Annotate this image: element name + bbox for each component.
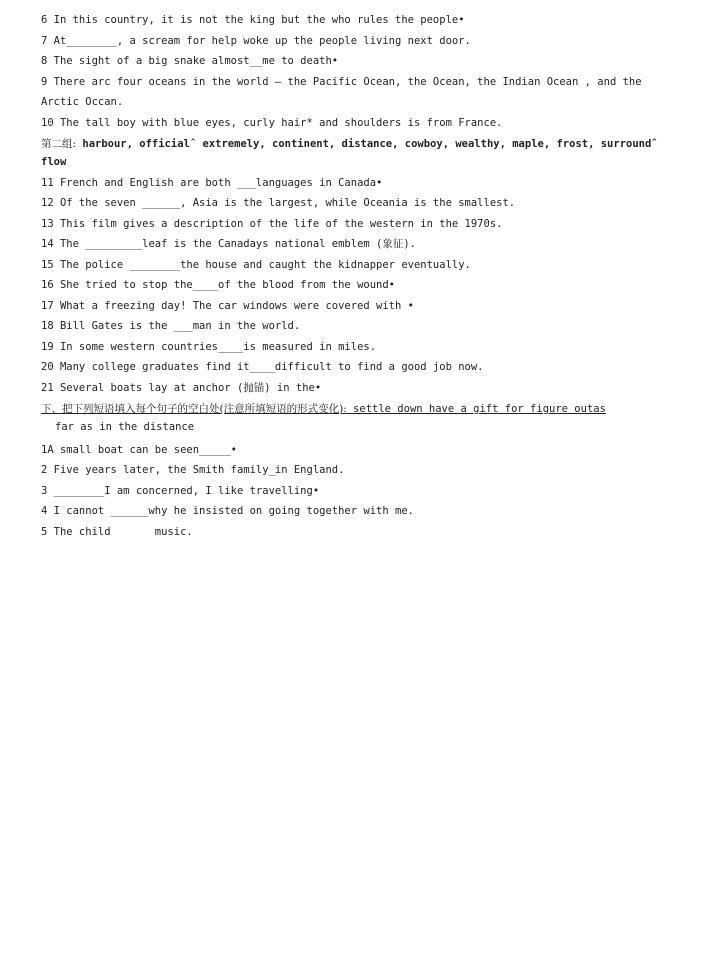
phrase-list-continued: far as in the distance xyxy=(55,421,195,433)
section-phrases-instruction xyxy=(41,402,691,416)
group-2-words-continued: flow xyxy=(41,156,67,168)
question-10: 10 The tall boy with blue eyes, curly hair* and shoulders is from France. xyxy=(41,117,503,129)
question-9-line-1: 9 There arc four oceans in the world — the Pacific Ocean, the Ocean, the Indian Ocean , and the xyxy=(41,76,642,88)
group-2-words: harbour, officialˆ extremely, continent, distance, cowboy, wealthy, maple, frost, surroundˆ xyxy=(76,138,658,150)
phrase-question-1: 1A small boat can be seen_____• xyxy=(41,444,237,456)
question-7: 7 At________, a scream for help woke up the people living next door. xyxy=(41,35,471,47)
group-2-word-list xyxy=(41,137,691,151)
question-11: 11 French and English are both ___languages in Canada• xyxy=(41,177,383,189)
question-17: 17 What a freezing day! The car windows were covered with • xyxy=(41,300,414,312)
question-13: 13 This film gives a description of the life of the western in the 1970s. xyxy=(41,218,503,230)
question-15: 15 The police ________the house and caught the kidnapper eventually. xyxy=(41,259,471,271)
question-14: 14 The _________leaf is the Canadays national emblem (象征). xyxy=(41,238,417,250)
question-8: 8 The sight of a big snake almost__me to death• xyxy=(41,55,339,67)
group-2-label: 第二组: xyxy=(41,138,77,150)
question-21: 21 Several boats lay at anchor (抛锚) in the• xyxy=(41,382,322,394)
question-6: 6 In this country, it is not the king but the who rules the people• xyxy=(41,14,465,26)
question-9-line-2: Arctic Occan. xyxy=(41,96,124,108)
question-12: 12 Of the seven ______, Asia is the largest, while Oceania is the smallest. xyxy=(41,197,516,209)
section-heading: 下、把下列短语填入每个句子的空白处(注意所填短语的形式变化): xyxy=(41,403,347,415)
phrase-question-2: 2 Five years later, the Smith family_in England. xyxy=(41,464,345,476)
phrase-list: settle down have a gift for figure outas xyxy=(346,403,606,415)
phrase-question-3: 3 ________I am concerned, I like travelling• xyxy=(41,485,320,497)
question-16: 16 She tried to stop the____of the blood from the wound• xyxy=(41,279,396,291)
question-19: 19 In some western countries____is measured in miles. xyxy=(41,341,377,353)
phrase-question-5: 5 The child music. xyxy=(41,526,193,538)
phrase-question-4: 4 I cannot ______why he insisted on going together with me. xyxy=(41,505,414,517)
question-20: 20 Many college graduates find it____difficult to find a good job now. xyxy=(41,361,484,373)
question-18: 18 Bill Gates is the ___man in the world. xyxy=(41,320,301,332)
